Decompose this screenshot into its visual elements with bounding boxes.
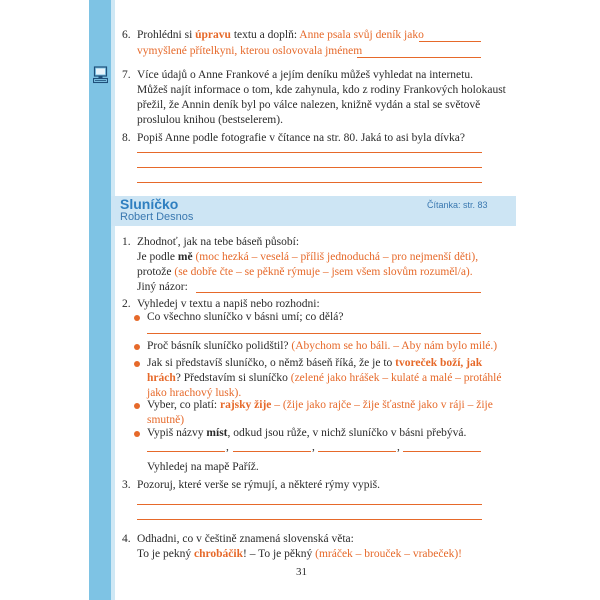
s3-answer-line-1[interactable] [137,504,482,505]
s2-place-line-2[interactable] [233,451,311,452]
s2-place-line-4[interactable] [403,451,481,452]
task-6-line-1: Prohlédni si úpravu textu a doplň: Anne psala svůj deník jako [137,29,424,41]
page-number: 31 [296,566,307,578]
bullet [134,361,140,367]
task-8-text: Popiš Anne podle fotografie v čítance na str. 80. Jaká to asi byla dívka? [137,132,465,144]
s1-number: 1. [122,236,131,248]
task-8-answer-line-3[interactable] [137,182,482,183]
s2-bullet-3-line-2: hrách? Představím si sluníčko (zelené jako hrášek – kulaté a malé – protáhlé [147,372,502,384]
s3-text: Pozoruj, které verše se rýmují, a některé rýmy vypiš. [137,479,381,491]
task-7-line-1: Více údajů o Anne Frankové a jejím deníku můžeš vyhledat na internetu. [137,69,473,81]
s4-number: 4. [122,533,131,545]
s2-intro: Vyhledej v textu a napiš nebo rozhodni: [137,298,320,310]
s1-line-1: Zhodnoť, jak na tebe báseň působí: [137,236,300,248]
bullet [134,403,140,409]
s1-line-2: Je podle mě (moc hezká – veselá – příliš jednoduchá – pro nejmenší děti), [137,251,479,263]
s2-map-task: Vyhledej na mapě Paříž. [147,461,259,473]
s4-line-2: To je pekný chrobáčik! – To je pěkný (mráček – brouček – vrabeček)! [137,548,463,560]
s2-bullet-4-line-1: Vyber, co platí: rajsky žije – (žije jako rajče – žije šťastně jako v ráji – žije [147,399,493,411]
s2-bullet-4-line-2: smutně) [147,414,185,426]
s2-bullet-2: Proč básník sluníčko polidštil? (Abychom se ho báli. – Aby nám bylo milé.) [147,340,498,352]
task-7-line-2: Můžeš najít informace o tom, kde zahynula, kdo z rodiny Frankových holokaust [137,84,506,96]
s2-bullet-1: Co všechno sluníčko v básni umí; co dělá? [147,311,344,323]
s3-answer-line-2[interactable] [137,519,482,520]
task-6-answer-line-2[interactable] [357,57,481,58]
s2-bullet-3-line-3: jako hrachový lusk). [147,387,242,399]
bullet [134,315,140,321]
s1-line-4: Jiný názor: [137,281,188,293]
task-6-answer-line-1[interactable] [419,41,481,42]
s2-sep-1: , [226,441,229,453]
left-spine [89,0,111,600]
task-7-line-4: proslulou knihou (bestselerem). [137,114,283,126]
task-7-number: 7. [122,69,131,81]
s2-bullet-3-line-1: Jak si představíš sluníčko, o němž báseň říká, že je to tvoreček boží, jak [147,357,483,369]
reader-reference: Čítanka: str. 83 [427,200,488,210]
s4-line-1: Odhadni, co v češtině znamená slovenská věta: [137,533,354,545]
s2-place-line-1[interactable] [147,451,225,452]
task-7-line-3: přežil, že Annin deník byl po válce nalezen, knižně vydán a stal se světově [137,99,481,111]
s1-line-3: protože (se dobře čte – se pěkně rýmuje – jsem všem slovům rozuměl/a). [137,266,473,278]
s1-answer-line[interactable] [196,292,481,293]
poem-author: Robert Desnos [120,211,194,223]
task-6-line-2: vymyšlené přítelkyni, kterou oslovovala jménem [137,45,363,57]
task-6-number: 6. [122,29,131,41]
computer-icon [93,66,108,84]
s2-sep-3: , [397,441,400,453]
spine-highlight [111,0,115,600]
s2-place-line-3[interactable] [318,451,396,452]
poem-title: Sluníčko [120,196,179,212]
s2-sep-2: , [312,441,315,453]
bullet [134,344,140,350]
bullet [134,431,140,437]
s2-number: 2. [122,298,131,310]
s2-bullet-5: Vypiš názvy míst, odkud jsou růže, v nichž sluníčko v básni přebývá. [147,427,467,439]
s3-number: 3. [122,479,131,491]
task-8-answer-line-2[interactable] [137,167,482,168]
task-8-number: 8. [122,132,131,144]
s2-bullet-1-answer-line[interactable] [147,333,481,334]
task-8-answer-line-1[interactable] [137,152,482,153]
